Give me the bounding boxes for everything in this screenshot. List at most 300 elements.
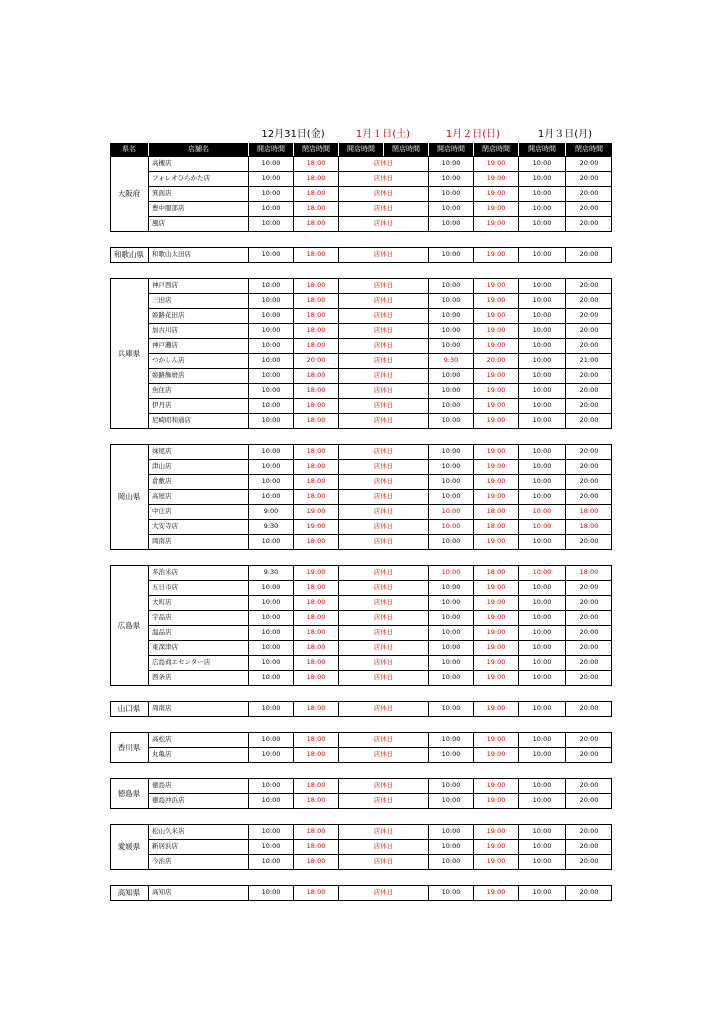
- open-time: 10:00: [248, 885, 293, 900]
- store-name: 中庄店: [148, 504, 248, 519]
- store-name: 箕面店: [148, 186, 248, 201]
- close-time: 20:00: [565, 824, 612, 839]
- close-time: 18:00: [293, 247, 338, 262]
- close-time: 18:00: [293, 747, 338, 762]
- close-time: 18:00: [293, 293, 338, 308]
- close-time: 19:00: [473, 338, 518, 353]
- close-time: 19:00: [473, 171, 518, 186]
- close-time: 18:00: [473, 565, 518, 580]
- close-time: 20:00: [565, 171, 612, 186]
- prefecture-name: 広島県: [117, 620, 141, 630]
- close-time: 18:00: [293, 839, 338, 854]
- closed-day: 店休日: [338, 171, 428, 186]
- close-time: 18:00: [565, 519, 612, 534]
- closed-day: 店休日: [338, 489, 428, 504]
- row-divider: [148, 793, 612, 794]
- open-time: 10:00: [248, 839, 293, 854]
- close-time: 19:00: [293, 504, 338, 519]
- closed-day: 店休日: [338, 156, 428, 171]
- open-time: 10:00: [428, 885, 473, 900]
- open-time: 10:00: [428, 216, 473, 231]
- prefecture-name: 香川県: [117, 742, 141, 752]
- prefecture-name: 大阪府: [117, 189, 141, 198]
- store-name: 大町店: [148, 595, 248, 610]
- close-time: 20:00: [565, 444, 612, 459]
- table-row: [110, 580, 612, 595]
- open-time: 10:00: [428, 323, 473, 338]
- open-time: 10:00: [248, 580, 293, 595]
- column-header: 開店時間: [338, 143, 383, 156]
- close-time: 20:00: [565, 216, 612, 231]
- open-time: 10:00: [248, 732, 293, 747]
- store-name: 倉敷店: [148, 474, 248, 489]
- closed-day: 店休日: [338, 670, 428, 685]
- open-time: 10:00: [428, 655, 473, 670]
- store-name: 広島商エセンター店: [148, 655, 248, 670]
- row-divider: [148, 625, 612, 626]
- open-time: 9:30: [248, 519, 293, 534]
- open-time: 10:00: [428, 368, 473, 383]
- close-time: 18:00: [565, 565, 612, 580]
- open-time: 10:00: [248, 323, 293, 338]
- closed-day: 店休日: [338, 278, 428, 293]
- prefecture-name: 山口県: [117, 704, 141, 713]
- closed-day: 店休日: [338, 444, 428, 459]
- date-header: 1月２日(日): [445, 129, 501, 140]
- column-header: 閉店時間: [383, 143, 428, 156]
- open-time: 10:00: [428, 398, 473, 413]
- closed-day: 店休日: [338, 323, 428, 338]
- close-time: 20:00: [565, 383, 612, 398]
- open-time: 10:00: [248, 778, 293, 793]
- open-time: 10:00: [518, 398, 565, 413]
- closed-day: 店休日: [338, 353, 428, 368]
- open-time: 10:00: [248, 216, 293, 231]
- closed-day: 店休日: [338, 368, 428, 383]
- close-time: 19:00: [473, 655, 518, 670]
- table-row: [110, 565, 612, 580]
- close-time: 18:00: [293, 701, 338, 716]
- open-time: 10:00: [518, 534, 565, 549]
- open-time: 10:00: [518, 610, 565, 625]
- row-divider: [148, 293, 612, 294]
- open-time: 10:00: [248, 278, 293, 293]
- open-time: 10:00: [428, 701, 473, 716]
- closed-day: 店休日: [338, 625, 428, 640]
- table-row: [110, 595, 612, 610]
- close-time: 19:00: [473, 156, 518, 171]
- open-time: 10:00: [248, 338, 293, 353]
- open-time: 10:00: [518, 839, 565, 854]
- open-time: 10:00: [428, 338, 473, 353]
- store-name: 姫路花田店: [148, 308, 248, 323]
- open-time: 10:00: [428, 610, 473, 625]
- store-name: 風店: [148, 216, 248, 231]
- open-time: 10:00: [428, 293, 473, 308]
- close-time: 18:00: [293, 323, 338, 338]
- close-time: 19:00: [473, 640, 518, 655]
- open-time: 10:00: [518, 156, 565, 171]
- table-row: [110, 216, 612, 231]
- prefecture-name: 愛媛県: [117, 842, 141, 851]
- open-time: 10:00: [248, 444, 293, 459]
- open-time: 10:00: [428, 595, 473, 610]
- table-row: [110, 459, 612, 474]
- row-divider: [148, 353, 612, 354]
- open-time: 10:00: [518, 747, 565, 762]
- closed-day: 店休日: [338, 793, 428, 808]
- close-time: 20:00: [565, 323, 612, 338]
- row-divider: [148, 398, 612, 399]
- column-header: 開店時間: [248, 143, 293, 156]
- closed-day: 店休日: [338, 534, 428, 549]
- close-time: 20:00: [565, 701, 612, 716]
- close-time: 20:00: [565, 580, 612, 595]
- close-time: 20:00: [565, 839, 612, 854]
- close-time: 18:00: [293, 216, 338, 231]
- closed-day: 店休日: [338, 580, 428, 595]
- close-time: 19:00: [473, 839, 518, 854]
- open-time: 10:00: [248, 824, 293, 839]
- closed-day: 店休日: [338, 474, 428, 489]
- close-time: 19:00: [473, 247, 518, 262]
- open-time: 9:30: [248, 565, 293, 580]
- close-time: 18:00: [293, 201, 338, 216]
- close-time: 20:00: [565, 201, 612, 216]
- open-time: 10:00: [518, 854, 565, 869]
- row-divider: [148, 534, 612, 535]
- table-row: [110, 793, 612, 808]
- store-name: 徳島沖浜店: [148, 793, 248, 808]
- closed-day: 店休日: [338, 701, 428, 716]
- row-divider: [148, 747, 612, 748]
- store-name: 尼崎昭和通店: [148, 413, 248, 428]
- closed-day: 店休日: [338, 854, 428, 869]
- row-divider: [148, 368, 612, 369]
- column-header: 閉店時間: [565, 143, 612, 156]
- open-time: 10:00: [248, 640, 293, 655]
- table-row: [110, 534, 612, 549]
- open-time: 10:00: [248, 474, 293, 489]
- open-time: 10:00: [248, 398, 293, 413]
- close-time: 19:00: [473, 824, 518, 839]
- row-divider: [148, 338, 612, 339]
- open-time: 10:00: [248, 293, 293, 308]
- prefecture-name: 兵庫県: [117, 348, 141, 358]
- close-time: 20:00: [565, 534, 612, 549]
- row-divider: [148, 519, 612, 520]
- closed-day: 店休日: [338, 293, 428, 308]
- prefecture-name: 和歌山県: [114, 250, 144, 259]
- close-time: 18:00: [565, 504, 612, 519]
- store-name: 伊丹店: [148, 398, 248, 413]
- close-time: 19:00: [473, 216, 518, 231]
- row-divider: [148, 595, 612, 596]
- close-time: 20:00: [565, 489, 612, 504]
- row-divider: [148, 474, 612, 475]
- close-time: 19:00: [473, 278, 518, 293]
- store-name: つかしん店: [148, 353, 248, 368]
- close-time: 20:00: [565, 610, 612, 625]
- close-time: 18:00: [293, 278, 338, 293]
- open-time: 10:00: [248, 489, 293, 504]
- table-row: [110, 398, 612, 413]
- open-time: 10:00: [518, 216, 565, 231]
- column-header: 閉店時間: [473, 143, 518, 156]
- close-time: 19:00: [473, 701, 518, 716]
- open-time: 10:00: [518, 595, 565, 610]
- close-time: 18:00: [293, 778, 338, 793]
- store-name: 五日市店: [148, 580, 248, 595]
- open-time: 10:00: [518, 459, 565, 474]
- table-row: [110, 353, 612, 368]
- row-divider: [148, 610, 612, 611]
- close-time: 19:00: [473, 293, 518, 308]
- close-time: 18:00: [293, 580, 338, 595]
- table-row: [110, 383, 612, 398]
- row-divider: [148, 504, 612, 505]
- close-time: 18:00: [293, 368, 338, 383]
- row-divider: [148, 413, 612, 414]
- row-divider: [148, 854, 612, 855]
- row-divider: [148, 383, 612, 384]
- close-time: 19:00: [473, 186, 518, 201]
- close-time: 19:00: [473, 398, 518, 413]
- column-header: 開店時間: [518, 143, 565, 156]
- close-time: 19:00: [473, 368, 518, 383]
- table-row: [110, 171, 612, 186]
- open-time: 10:00: [518, 247, 565, 262]
- close-time: 20:00: [565, 186, 612, 201]
- close-time: 19:00: [473, 854, 518, 869]
- closed-day: 店休日: [338, 824, 428, 839]
- store-name: 魚住店: [148, 383, 248, 398]
- close-time: 20:00: [565, 732, 612, 747]
- store-name: 西条店: [148, 670, 248, 685]
- close-time: 20:00: [565, 156, 612, 171]
- store-name: 和歌山太田店: [148, 247, 248, 262]
- open-time: 10:00: [518, 778, 565, 793]
- open-time: 10:00: [428, 747, 473, 762]
- prefecture-name: 高知県: [117, 888, 141, 897]
- store-name: 加古川店: [148, 323, 248, 338]
- open-time: 10:00: [518, 293, 565, 308]
- table-row: [110, 519, 612, 534]
- open-time: 10:00: [248, 156, 293, 171]
- close-time: 20:00: [293, 353, 338, 368]
- table-row: [110, 293, 612, 308]
- store-name: 東深津店: [148, 640, 248, 655]
- open-time: 10:00: [248, 793, 293, 808]
- close-time: 19:00: [473, 595, 518, 610]
- column-header: 閉店時間: [293, 143, 338, 156]
- row-divider: [148, 216, 612, 217]
- open-time: 10:00: [518, 383, 565, 398]
- close-time: 19:00: [473, 323, 518, 338]
- closed-day: 店休日: [338, 201, 428, 216]
- store-name: 神戸灘店: [148, 338, 248, 353]
- close-time: 19:00: [473, 778, 518, 793]
- close-time: 18:00: [293, 670, 338, 685]
- row-divider: [148, 186, 612, 187]
- close-time: 19:00: [293, 565, 338, 580]
- close-time: 19:00: [473, 459, 518, 474]
- close-time: 20:00: [565, 278, 612, 293]
- row-divider: [148, 655, 612, 656]
- table-row: [110, 610, 612, 625]
- open-time: 10:00: [248, 854, 293, 869]
- table-row: [110, 413, 612, 428]
- close-time: 18:00: [293, 308, 338, 323]
- table-row: [110, 308, 612, 323]
- table-row: [110, 474, 612, 489]
- close-time: 19:00: [473, 201, 518, 216]
- close-time: 18:00: [293, 640, 338, 655]
- closed-day: 店休日: [338, 610, 428, 625]
- open-time: 10:00: [518, 308, 565, 323]
- store-name: 多治米店: [148, 565, 248, 580]
- table-row: [110, 368, 612, 383]
- close-time: 20:00: [565, 670, 612, 685]
- close-time: 20:00: [565, 640, 612, 655]
- open-time: 10:00: [248, 308, 293, 323]
- table-row: [110, 489, 612, 504]
- closed-day: 店休日: [338, 398, 428, 413]
- open-time: 10:00: [518, 171, 565, 186]
- open-time: 10:00: [428, 459, 473, 474]
- open-time: 10:00: [248, 610, 293, 625]
- close-time: 20:00: [565, 338, 612, 353]
- closed-day: 店休日: [338, 885, 428, 900]
- close-time: 18:00: [293, 459, 338, 474]
- open-time: 10:00: [428, 186, 473, 201]
- open-time: 10:00: [428, 580, 473, 595]
- close-time: 20:00: [565, 778, 612, 793]
- open-time: 10:00: [428, 247, 473, 262]
- close-time: 19:00: [473, 308, 518, 323]
- table-row: [110, 338, 612, 353]
- open-time: 10:00: [518, 278, 565, 293]
- close-time: 18:00: [293, 171, 338, 186]
- open-time: 10:00: [428, 474, 473, 489]
- close-time: 18:00: [293, 186, 338, 201]
- close-time: 19:00: [473, 489, 518, 504]
- close-time: 19:00: [473, 625, 518, 640]
- close-time: 18:00: [473, 519, 518, 534]
- open-time: 10:00: [428, 778, 473, 793]
- close-time: 19:00: [473, 383, 518, 398]
- open-time: 10:00: [428, 793, 473, 808]
- store-name: 松山久米店: [148, 824, 248, 839]
- open-time: 10:00: [428, 444, 473, 459]
- store-name: 姫路飾磨店: [148, 368, 248, 383]
- row-divider: [148, 308, 612, 309]
- close-time: 18:00: [293, 595, 338, 610]
- close-time: 20:00: [565, 459, 612, 474]
- open-time: 10:00: [518, 338, 565, 353]
- closed-day: 店休日: [338, 778, 428, 793]
- close-time: 20:00: [565, 308, 612, 323]
- open-time: 10:00: [518, 474, 565, 489]
- close-time: 19:00: [473, 747, 518, 762]
- open-time: 10:00: [428, 640, 473, 655]
- close-time: 18:00: [293, 444, 338, 459]
- close-time: 18:00: [293, 474, 338, 489]
- close-time: 18:00: [293, 610, 338, 625]
- prefecture-name: 徳島県: [117, 788, 141, 798]
- table-row: [110, 186, 612, 201]
- open-time: 10:00: [518, 885, 565, 900]
- open-time: 10:00: [428, 519, 473, 534]
- close-time: 18:00: [293, 383, 338, 398]
- closed-day: 店休日: [338, 504, 428, 519]
- open-time: 10:00: [428, 383, 473, 398]
- store-name: 岡南店: [148, 534, 248, 549]
- open-time: 10:00: [518, 323, 565, 338]
- open-time: 10:00: [518, 732, 565, 747]
- open-time: 10:00: [428, 565, 473, 580]
- closed-day: 店休日: [338, 839, 428, 854]
- open-time: 10:00: [428, 504, 473, 519]
- table-row: [110, 625, 612, 640]
- close-time: 20:00: [565, 655, 612, 670]
- open-time: 10:00: [248, 353, 293, 368]
- open-time: 10:00: [248, 171, 293, 186]
- close-time: 18:00: [293, 732, 338, 747]
- open-time: 10:00: [248, 368, 293, 383]
- open-time: 10:00: [248, 625, 293, 640]
- close-time: 18:00: [293, 398, 338, 413]
- table-row: [110, 670, 612, 685]
- open-time: 10:00: [248, 247, 293, 262]
- store-name: 温品店: [148, 625, 248, 640]
- open-time: 10:00: [428, 839, 473, 854]
- table-row: [110, 444, 612, 459]
- open-time: 10:00: [428, 854, 473, 869]
- open-time: 10:00: [428, 156, 473, 171]
- store-name: 宇品店: [148, 610, 248, 625]
- close-time: 18:00: [293, 793, 338, 808]
- store-name: 大安寺店: [148, 519, 248, 534]
- close-time: 18:00: [473, 504, 518, 519]
- open-time: 10:00: [518, 504, 565, 519]
- close-time: 20:00: [565, 413, 612, 428]
- row-divider: [148, 459, 612, 460]
- store-name: 神戸西店: [148, 278, 248, 293]
- open-time: 10:00: [248, 670, 293, 685]
- store-name: 新居浜店: [148, 839, 248, 854]
- open-time: 10:00: [248, 413, 293, 428]
- closed-day: 店休日: [338, 565, 428, 580]
- close-time: 19:00: [473, 534, 518, 549]
- close-time: 20:00: [565, 625, 612, 640]
- close-time: 19:00: [473, 413, 518, 428]
- open-time: 10:00: [428, 171, 473, 186]
- store-name: 妹尾店: [148, 444, 248, 459]
- closed-day: 店休日: [338, 655, 428, 670]
- store-name: 津山店: [148, 459, 248, 474]
- close-time: 19:00: [473, 610, 518, 625]
- open-time: 9:00: [248, 504, 293, 519]
- close-time: 20:00: [565, 747, 612, 762]
- table-row: [110, 701, 612, 716]
- closed-day: 店休日: [338, 383, 428, 398]
- table-row: [110, 640, 612, 655]
- column-header: 店舗名: [148, 143, 248, 156]
- open-time: 9:30: [428, 353, 473, 368]
- open-time: 10:00: [248, 534, 293, 549]
- closed-day: 店休日: [338, 216, 428, 231]
